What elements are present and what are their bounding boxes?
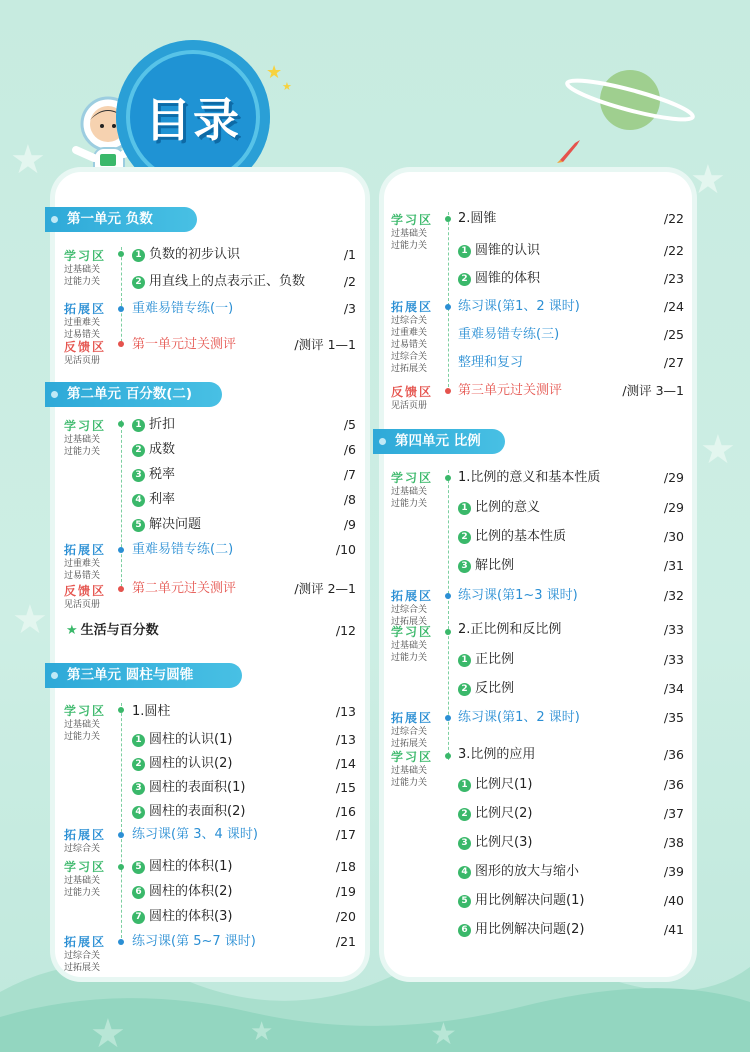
zone-feedback bbox=[391, 385, 433, 412]
timeline-dot bbox=[445, 216, 451, 222]
toc-entry[interactable] bbox=[458, 892, 584, 910]
page-number: /15 bbox=[335, 780, 356, 795]
toc-entry[interactable] bbox=[458, 499, 540, 517]
page-number: /6 bbox=[343, 442, 356, 457]
timeline-line bbox=[121, 420, 122, 592]
zone-sub: 见活页册 bbox=[391, 401, 428, 411]
zone-sub: 过能力关 bbox=[391, 241, 428, 251]
zone-label: 拓展区 bbox=[391, 711, 434, 725]
page-number: /1 bbox=[343, 247, 356, 262]
entry-text: 圆柱的体积(2) bbox=[149, 884, 233, 899]
toc-entry[interactable]: 1.比例的意义和基本性质 bbox=[458, 470, 601, 485]
page-number: /31 bbox=[663, 558, 684, 573]
entry-text: 比例尺(3) bbox=[475, 835, 533, 850]
entry-text: 圆柱的表面积(2) bbox=[149, 804, 246, 819]
zone-sub: 过能力关 bbox=[391, 778, 428, 788]
toc-entry[interactable] bbox=[132, 466, 175, 484]
entry-text: 正比例 bbox=[475, 652, 515, 667]
page-number: /34 bbox=[663, 681, 684, 696]
svg-text:★: ★ bbox=[430, 1017, 457, 1052]
number-badge: 2 bbox=[132, 276, 145, 289]
number-badge: 1 bbox=[458, 654, 471, 667]
zone-sub: 见活页册 bbox=[64, 600, 101, 610]
timeline-line bbox=[121, 703, 122, 943]
unit-heading: 第二单元 百分数(二) bbox=[45, 382, 222, 407]
zone-sub: 过易错关 bbox=[64, 571, 101, 581]
timeline-dot bbox=[445, 753, 451, 759]
page-number: /7 bbox=[343, 467, 356, 482]
entry-text: 圆柱的表面积(1) bbox=[149, 780, 246, 795]
entry-text: 圆柱的体积(1) bbox=[149, 859, 233, 874]
toc-entry[interactable] bbox=[458, 834, 532, 852]
zone-extend bbox=[391, 300, 433, 375]
toc-entry[interactable] bbox=[458, 921, 584, 939]
zone-sub: 过重难关 bbox=[64, 559, 101, 569]
timeline-dot bbox=[118, 547, 124, 553]
right-panel bbox=[384, 172, 692, 977]
zone-sub: 过基础关 bbox=[391, 641, 428, 651]
toc-entry[interactable]: 1.圆柱 bbox=[132, 704, 171, 719]
toc-entry[interactable]: 练习课(第1~3 课时) bbox=[458, 588, 578, 603]
number-badge: 1 bbox=[132, 734, 145, 747]
number-badge: 3 bbox=[458, 560, 471, 573]
number-badge: 1 bbox=[132, 249, 145, 262]
number-badge: 2 bbox=[132, 758, 145, 771]
toc-entry[interactable]: 练习课(第1、2 课时) bbox=[458, 299, 580, 314]
page-number: /9 bbox=[343, 517, 356, 532]
zone-sub: 过重难关 bbox=[64, 318, 101, 328]
page-number: /38 bbox=[663, 835, 684, 850]
number-badge: 1 bbox=[458, 779, 471, 792]
toc-entry[interactable] bbox=[458, 528, 566, 546]
zone-label: 学习区 bbox=[391, 213, 434, 227]
page-number: /21 bbox=[335, 934, 356, 949]
toc-entry[interactable] bbox=[132, 858, 232, 876]
toc-entry[interactable] bbox=[458, 557, 514, 575]
page-number: /23 bbox=[663, 271, 684, 286]
unit-heading: 第四单元 比例 bbox=[373, 429, 505, 454]
number-badge: 2 bbox=[132, 444, 145, 457]
page-title: 目录 bbox=[145, 93, 241, 147]
toc-entry[interactable] bbox=[132, 416, 175, 434]
entry-text: 圆柱的体积(3) bbox=[149, 909, 233, 924]
timeline-line bbox=[448, 212, 449, 392]
toc-entry[interactable]: 第二单元过关测评 bbox=[132, 581, 237, 596]
zone-extend bbox=[64, 935, 106, 974]
entry-text: 折扣 bbox=[149, 417, 176, 432]
entry-text: 生活与百分数 bbox=[80, 623, 159, 638]
toc-entry[interactable]: 第三单元过关测评 bbox=[458, 383, 563, 398]
zone-study bbox=[64, 419, 106, 458]
toc-entry[interactable]: 重难易错专练(三) bbox=[458, 327, 560, 342]
number-badge: 4 bbox=[132, 806, 145, 819]
zone-sub: 过基础关 bbox=[64, 265, 101, 275]
number-badge: 4 bbox=[458, 866, 471, 879]
toc-entry[interactable]: 练习课(第1、2 课时) bbox=[458, 710, 580, 725]
zone-feedback bbox=[64, 584, 106, 611]
zone-sub: 过重难关 bbox=[391, 328, 428, 338]
entry-text: 用直线上的点表示正、负数 bbox=[149, 274, 306, 289]
zone-label: 拓展区 bbox=[391, 589, 434, 603]
title-inner bbox=[130, 54, 256, 180]
page-number: /16 bbox=[335, 804, 356, 819]
timeline-dot bbox=[445, 388, 451, 394]
zone-label: 学习区 bbox=[64, 249, 107, 263]
svg-text:★: ★ bbox=[250, 1017, 274, 1047]
zone-sub: 过拓展关 bbox=[391, 739, 428, 749]
page-number: /40 bbox=[663, 893, 684, 908]
zone-sub: 过能力关 bbox=[391, 653, 428, 663]
zone-sub: 过基础关 bbox=[64, 435, 101, 445]
number-badge: 6 bbox=[132, 886, 145, 899]
zone-sub: 过易错关 bbox=[64, 330, 101, 340]
zone-sub: 见活页册 bbox=[64, 356, 101, 366]
timeline-dot bbox=[118, 421, 124, 427]
toc-entry[interactable] bbox=[132, 491, 175, 509]
page-number: /25 bbox=[663, 327, 684, 342]
number-badge: 4 bbox=[132, 494, 145, 507]
zone-sub: 过易错关 bbox=[391, 340, 428, 350]
entry-text: 负数的初步认识 bbox=[149, 247, 241, 262]
zone-label: 学习区 bbox=[64, 860, 107, 874]
zone-sub: 过能力关 bbox=[64, 732, 101, 742]
number-badge: 2 bbox=[458, 531, 471, 544]
zone-label: 学习区 bbox=[64, 419, 107, 433]
page-number: /13 bbox=[335, 704, 356, 719]
page-number: /33 bbox=[663, 622, 684, 637]
timeline-dot bbox=[445, 475, 451, 481]
page-number: /8 bbox=[343, 492, 356, 507]
toc-entry[interactable]: 2.圆锥 bbox=[458, 211, 497, 226]
zone-label: 学习区 bbox=[391, 471, 434, 485]
zone-label: 反馈区 bbox=[64, 584, 107, 598]
planet-icon bbox=[565, 55, 700, 145]
entry-text: 反比例 bbox=[475, 681, 515, 696]
page-number: /2 bbox=[343, 274, 356, 289]
zone-label: 拓展区 bbox=[64, 302, 107, 316]
toc-entry[interactable] bbox=[132, 731, 232, 749]
zone-study bbox=[391, 471, 433, 510]
rocket-icon bbox=[555, 135, 585, 165]
zone-study bbox=[391, 213, 433, 252]
zone-sub: 过能力关 bbox=[64, 447, 101, 457]
toc-entry[interactable]: 练习课(第 5~7 课时) bbox=[132, 934, 256, 949]
timeline-dot bbox=[118, 306, 124, 312]
background-star-icon: ★ bbox=[700, 427, 736, 473]
entry-text: 比例尺(1) bbox=[475, 777, 533, 792]
page-number: /18 bbox=[335, 859, 356, 874]
zone-sub: 过能力关 bbox=[64, 888, 101, 898]
timeline-dot bbox=[118, 832, 124, 838]
toc-entry-special[interactable] bbox=[66, 622, 159, 640]
page-number: /12 bbox=[335, 623, 356, 638]
page-number: /39 bbox=[663, 864, 684, 879]
zone-sub: 过综合关 bbox=[64, 844, 101, 854]
page-number: /24 bbox=[663, 299, 684, 314]
page-number: /19 bbox=[335, 884, 356, 899]
page-number: /测评 2—1 bbox=[294, 581, 356, 596]
entry-text: 解决问题 bbox=[149, 517, 202, 532]
background-star-icon: ★ bbox=[10, 137, 46, 183]
timeline-dot bbox=[445, 304, 451, 310]
number-badge: 1 bbox=[458, 502, 471, 515]
toc-entry[interactable] bbox=[132, 883, 232, 901]
page-number: /20 bbox=[335, 909, 356, 924]
star-icon: ★ bbox=[266, 62, 283, 83]
timeline-dot bbox=[445, 629, 451, 635]
toc-entry[interactable] bbox=[132, 803, 245, 821]
number-badge: 5 bbox=[458, 895, 471, 908]
zone-sub: 过拓展关 bbox=[391, 364, 428, 374]
entry-text: 圆柱的认识(1) bbox=[149, 732, 233, 747]
zone-extend bbox=[391, 589, 433, 628]
toc-entry[interactable] bbox=[132, 779, 245, 797]
page-number: /37 bbox=[663, 806, 684, 821]
page-number: /10 bbox=[335, 542, 356, 557]
toc-entry[interactable]: 重难易错专练(二) bbox=[132, 542, 234, 557]
zone-sub: 过基础关 bbox=[391, 487, 428, 497]
zone-extend bbox=[64, 302, 106, 341]
zone-label: 学习区 bbox=[391, 625, 434, 639]
toc-entry[interactable] bbox=[132, 246, 240, 264]
number-badge: 6 bbox=[458, 924, 471, 937]
toc-entry[interactable]: 练习课(第 3、4 课时) bbox=[132, 827, 258, 842]
zone-study bbox=[64, 704, 106, 743]
entry-text: 圆柱的认识(2) bbox=[149, 756, 233, 771]
number-badge: 2 bbox=[458, 273, 471, 286]
toc-entry[interactable] bbox=[132, 441, 175, 459]
timeline-dot bbox=[118, 939, 124, 945]
number-badge: 1 bbox=[132, 419, 145, 432]
number-badge: 3 bbox=[132, 782, 145, 795]
toc-entry[interactable]: 整理和复习 bbox=[458, 355, 524, 370]
zone-study bbox=[64, 860, 106, 899]
unit-heading: 第一单元 负数 bbox=[45, 207, 197, 232]
entry-text: 比例尺(2) bbox=[475, 806, 533, 821]
timeline-dot bbox=[445, 715, 451, 721]
toc-entry[interactable]: 重难易错专练(一) bbox=[132, 301, 234, 316]
page-number: /33 bbox=[663, 652, 684, 667]
number-badge: 7 bbox=[132, 911, 145, 924]
zone-label: 拓展区 bbox=[64, 828, 107, 842]
page-number: /3 bbox=[343, 301, 356, 316]
page-number: /41 bbox=[663, 922, 684, 937]
zone-label: 学习区 bbox=[391, 750, 434, 764]
zone-extend bbox=[391, 711, 433, 750]
timeline-line bbox=[121, 247, 122, 347]
svg-text:★: ★ bbox=[90, 1011, 126, 1052]
page-number: /29 bbox=[663, 500, 684, 515]
title-badge bbox=[116, 40, 270, 194]
entry-text: 圆锥的体积 bbox=[475, 271, 541, 286]
background-star-icon: ★ bbox=[690, 157, 726, 203]
entry-text: 用比例解决问题(2) bbox=[475, 922, 585, 937]
zone-label: 反馈区 bbox=[64, 340, 107, 354]
zone-sub: 过基础关 bbox=[391, 229, 428, 239]
zone-label: 拓展区 bbox=[64, 935, 107, 949]
toc-entry[interactable] bbox=[458, 776, 532, 794]
number-badge: 2 bbox=[458, 683, 471, 696]
timeline-dot bbox=[118, 341, 124, 347]
page-number: /14 bbox=[335, 756, 356, 771]
zone-feedback bbox=[64, 340, 106, 367]
toc-entry[interactable] bbox=[132, 908, 232, 926]
zone-study bbox=[64, 249, 106, 288]
toc-entry[interactable] bbox=[458, 270, 540, 288]
zone-label: 拓展区 bbox=[64, 543, 107, 557]
entry-text: 解比例 bbox=[475, 558, 515, 573]
timeline-dot bbox=[118, 864, 124, 870]
zone-extend bbox=[64, 543, 106, 582]
timeline-dot bbox=[118, 586, 124, 592]
zone-sub: 过综合关 bbox=[391, 605, 428, 615]
page-number: /30 bbox=[663, 529, 684, 544]
zone-label: 学习区 bbox=[64, 704, 107, 718]
zone-sub: 过能力关 bbox=[391, 499, 428, 509]
zone-study bbox=[391, 750, 433, 789]
zone-extend bbox=[64, 828, 106, 855]
number-badge: 2 bbox=[458, 808, 471, 821]
toc-entry[interactable] bbox=[458, 651, 514, 669]
star-icon: ★ bbox=[282, 80, 292, 93]
toc-entry[interactable]: 3.比例的应用 bbox=[458, 747, 536, 762]
number-badge: 3 bbox=[458, 837, 471, 850]
toc-entry[interactable] bbox=[458, 863, 579, 881]
zone-sub: 过综合关 bbox=[391, 316, 428, 326]
toc-entry[interactable] bbox=[132, 516, 201, 534]
page-number: /17 bbox=[335, 827, 356, 842]
toc-entry[interactable]: 第一单元过关测评 bbox=[132, 337, 237, 352]
toc-entry[interactable] bbox=[132, 273, 305, 291]
page-number: /测评 1—1 bbox=[294, 337, 356, 352]
entry-text: 圆锥的认识 bbox=[475, 243, 541, 258]
entry-text: 比例的基本性质 bbox=[475, 529, 567, 544]
toc-entry[interactable] bbox=[458, 242, 540, 260]
timeline-dot bbox=[118, 707, 124, 713]
page-number: /36 bbox=[663, 747, 684, 762]
entry-text: 图形的放大与缩小 bbox=[475, 864, 580, 879]
page-number: /测评 3—1 bbox=[622, 383, 684, 398]
page-number: /22 bbox=[663, 243, 684, 258]
page-number: /29 bbox=[663, 470, 684, 485]
page-number: /5 bbox=[343, 417, 356, 432]
zone-sub: 过综合关 bbox=[391, 352, 428, 362]
entry-text: 利率 bbox=[149, 492, 176, 507]
zone-sub: 过综合关 bbox=[64, 951, 101, 961]
toc-entry[interactable] bbox=[458, 680, 514, 698]
number-badge: 5 bbox=[132, 519, 145, 532]
zone-label: 拓展区 bbox=[391, 300, 434, 314]
page-number: /22 bbox=[663, 211, 684, 226]
page-number: /13 bbox=[335, 732, 356, 747]
unit-heading: 第三单元 圆柱与圆锥 bbox=[45, 663, 242, 688]
zone-label: 反馈区 bbox=[391, 385, 434, 399]
zone-sub: 过基础关 bbox=[64, 876, 101, 886]
page-number: /27 bbox=[663, 355, 684, 370]
number-badge: 1 bbox=[458, 245, 471, 258]
entry-text: 用比例解决问题(1) bbox=[475, 893, 585, 908]
page-number: /32 bbox=[663, 588, 684, 603]
timeline-dot bbox=[118, 251, 124, 257]
page-number: /35 bbox=[663, 710, 684, 725]
toc-entry[interactable] bbox=[458, 805, 532, 823]
zone-study bbox=[391, 625, 433, 664]
number-badge: 5 bbox=[132, 861, 145, 874]
zone-sub: 过基础关 bbox=[391, 766, 428, 776]
page-number: /36 bbox=[663, 777, 684, 792]
entry-text: 比例的意义 bbox=[475, 500, 541, 515]
toc-entry[interactable] bbox=[132, 755, 232, 773]
zone-sub: 过拓展关 bbox=[391, 617, 428, 627]
entry-text: 税率 bbox=[149, 467, 176, 482]
star-icon: ★ bbox=[66, 623, 78, 638]
background-star-icon: ★ bbox=[12, 597, 48, 643]
zone-sub: 过基础关 bbox=[64, 720, 101, 730]
zone-sub: 过拓展关 bbox=[64, 963, 101, 973]
timeline-dot bbox=[445, 593, 451, 599]
entry-text: 成数 bbox=[149, 442, 176, 457]
toc-entry[interactable]: 2.正比例和反比例 bbox=[458, 622, 562, 637]
zone-sub: 过综合关 bbox=[391, 727, 428, 737]
number-badge: 3 bbox=[132, 469, 145, 482]
zone-sub: 过能力关 bbox=[64, 277, 101, 287]
